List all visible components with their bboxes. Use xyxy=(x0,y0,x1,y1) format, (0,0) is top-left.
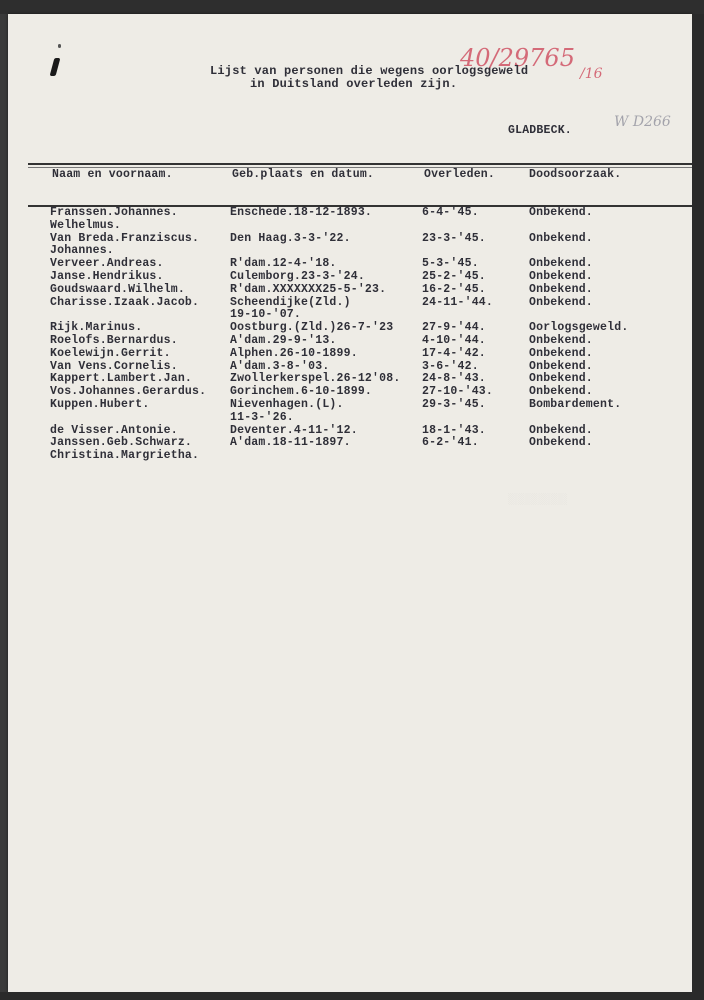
archive-reference-red-suffix: /16 xyxy=(580,66,603,82)
document-title-line-2: in Duitsland overleden zijn. xyxy=(250,77,458,91)
table-cell-birth: Alphen.26-10-1899. xyxy=(230,346,358,360)
table-cell-birth: Enschede.18-12-1893. xyxy=(230,206,373,219)
table-cell-birth: Gorinchem.6-10-1899. xyxy=(230,385,373,399)
table-cell-died: 16-2-'45. xyxy=(422,282,486,296)
table-cell-name: Franssen.Johannes. xyxy=(50,206,178,219)
scan-background-right xyxy=(692,14,704,1000)
table-cell-cause: Onbekend. xyxy=(529,295,593,309)
column-header-died: Overleden. xyxy=(424,168,496,181)
table-cell-birth: Zwollerkerspel.26-12'08. xyxy=(230,372,401,386)
table-cell-name: Rijk.Marinus. xyxy=(50,321,143,335)
table-cell-died: 17-4-'42. xyxy=(422,346,486,360)
scan-background-top xyxy=(0,0,704,14)
table-cell-died: 4-10-'44. xyxy=(422,334,486,347)
table-cell-name: Goudswaard.Wilhelm. xyxy=(50,282,185,296)
scan-background-bottom xyxy=(0,992,704,1000)
table-cell-died: 23-3-'45. xyxy=(422,231,486,245)
table-cell-name: Koelewijn.Gerrit. xyxy=(50,346,171,360)
table-cell-died: 27-10-'43. xyxy=(422,385,494,399)
show-through-text: ░░░░░░░░░ xyxy=(508,494,568,506)
document-title-line-1: Lijst van personen die wegens oorlogsgeweld xyxy=(210,64,529,78)
table-cell-died: 27-9-'44. xyxy=(422,321,486,335)
archive-reference-grey: W D266 xyxy=(614,114,671,130)
table-cell-name: Roelofs.Bernardus. xyxy=(50,334,178,347)
table-cell-cause: Onbekend. xyxy=(529,334,593,347)
table-cell-cause: Oorlogsgeweld. xyxy=(529,321,629,335)
table-cell-cause: Onbekend. xyxy=(529,282,593,296)
table-cell-name: Vos.Johannes.Gerardus. xyxy=(50,385,207,399)
table-cell-cause: Onbekend. xyxy=(529,206,593,219)
archive-reference-red: 40/29765 xyxy=(460,44,575,72)
table-cell-died: 5-3-'45. xyxy=(422,257,479,271)
table-cell-died: 3-6-'42. xyxy=(422,359,479,373)
table-cell-died: 6-2-'41. xyxy=(422,436,479,450)
table-cell-birth: Den Haag.3-3-'22. xyxy=(230,231,351,245)
table-cell-birth: A'dam.29-9-'13. xyxy=(230,334,337,347)
table-cell-name: Charisse.Izaak.Jacob. xyxy=(50,295,200,309)
column-header-name: Naam en voornaam. xyxy=(52,168,173,181)
table-cell-birth: Deventer.4-11-'12. xyxy=(230,423,358,437)
table-cell-name: Johannes. xyxy=(50,244,114,258)
table-cell-name: Van Vens.Cornelis. xyxy=(50,359,178,373)
table-cell-name: Christina.Margrietha. xyxy=(50,449,200,463)
table-cell-name: de Visser.Antonie. xyxy=(50,423,178,437)
table-cell-cause: Onbekend. xyxy=(529,231,593,245)
table-cell-cause: Onbekend. xyxy=(529,372,593,386)
table-cell-died: 25-2-'45. xyxy=(422,270,486,283)
table-cell-birth: Culemborg.23-3-'24. xyxy=(230,270,365,283)
ink-speck-mark xyxy=(58,44,61,48)
table-top-rule xyxy=(28,163,696,165)
location-heading: GLADBECK. xyxy=(508,124,572,137)
table-cell-name: Kappert.Lambert.Jan. xyxy=(50,372,193,386)
table-cell-cause: Onbekend. xyxy=(529,423,593,437)
table-cell-cause: Onbekend. xyxy=(529,359,593,373)
table-cell-name: Van Breda.Franziscus. xyxy=(50,231,200,245)
table-cell-cause: Bombardement. xyxy=(529,398,622,411)
table-cell-name: Janssen.Geb.Schwarz. xyxy=(50,436,193,450)
table-cell-birth: Scheendijke(Zld.) xyxy=(230,295,351,309)
document-page xyxy=(8,14,692,992)
table-cell-birth: 11-3-'26. xyxy=(230,410,294,424)
column-header-birth: Geb.plaats en datum. xyxy=(232,168,375,181)
table-cell-died: 6-4-'45. xyxy=(422,206,479,219)
table-cell-birth: R'dam.12-4-'18. xyxy=(230,257,337,271)
table-cell-name: Janse.Hendrikus. xyxy=(50,270,164,283)
table-cell-name: Welhelmus. xyxy=(50,218,122,232)
table-cell-birth: 19-10-'07. xyxy=(230,308,302,322)
table-cell-cause: Onbekend. xyxy=(529,385,593,399)
table-cell-died: 24-8-'43. xyxy=(422,372,486,386)
table-cell-birth: Nievenhagen.(L). xyxy=(230,398,344,411)
table-cell-name: Kuppen.Hubert. xyxy=(50,398,150,411)
table-cell-birth: Oostburg.(Zld.)26-7-'23 xyxy=(230,321,394,335)
table-cell-birth: R'dam.XXXXXXX25-5-'23. xyxy=(230,282,387,296)
ink-blot-mark xyxy=(50,58,61,76)
table-cell-birth: A'dam.18-11-1897. xyxy=(230,436,351,450)
table-cell-cause: Onbekend. xyxy=(529,270,593,283)
column-header-cause: Doodsoorzaak. xyxy=(529,168,622,181)
table-cell-died: 24-11-'44. xyxy=(422,295,494,309)
table-cell-birth: A'dam.3-8-'03. xyxy=(230,359,330,373)
table-cell-died: 18-1-'43. xyxy=(422,423,486,437)
table-cell-cause: Onbekend. xyxy=(529,346,593,360)
table-cell-cause: Onbekend. xyxy=(529,257,593,271)
table-cell-cause: Onbekend. xyxy=(529,436,593,450)
table-cell-name: Verveer.Andreas. xyxy=(50,257,164,271)
table-cell-died: 29-3-'45. xyxy=(422,398,486,411)
